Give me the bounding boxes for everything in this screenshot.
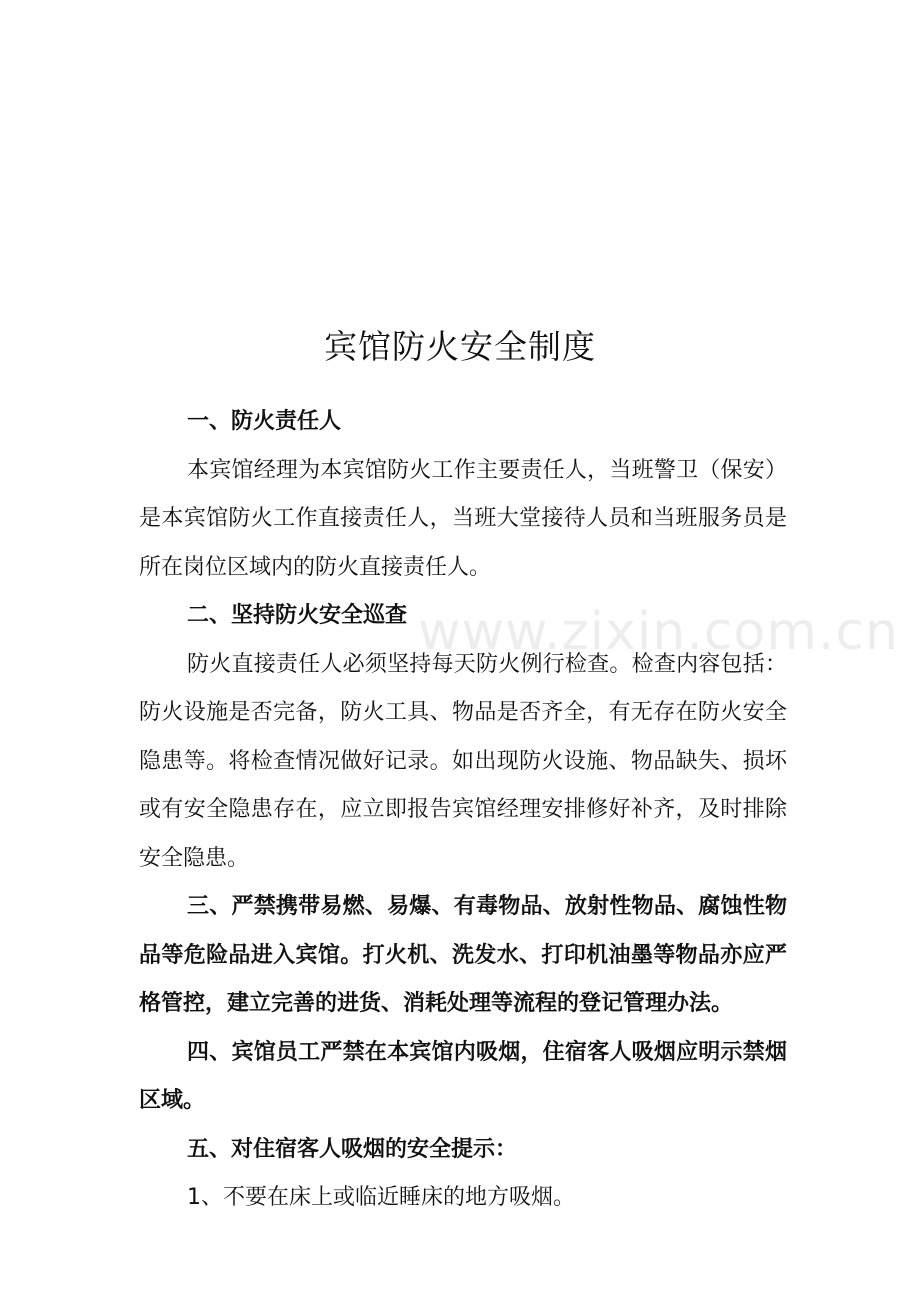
section-4-no-smoking: 四、宾馆员工严禁在本宾馆内吸烟，住宿客人吸烟应明示禁烟区域。 [139, 1039, 787, 1113]
watermark: www.zixin.com.cn [418, 602, 899, 662]
paragraph-responsibility: 本宾馆经理为本宾馆防火工作主要责任人，当班警卫（保安）是本宾馆防火工作直接责任人，当班大堂接待人员和当班服务员是所在岗位区域内的防火直接责任人。 [139, 457, 787, 580]
section-heading-2: 二、坚持防火安全巡查 [187, 603, 408, 628]
section-heading-1: 一、防火责任人 [187, 409, 342, 434]
document-title: 宾馆防火安全制度 [324, 327, 596, 367]
section-3-dangerous-goods: 三、严禁携带易燃、易爆、有毒物品、放射性物品、腐蚀性物品等危险品进入宾馆。打火机、洗发水、打印机油墨等物品亦应严格管控，建立完善的进货、消耗处理等流程的登记管理办法。 [139, 894, 787, 1016]
paragraph-inspection: 防火直接责任人必须坚持每天防火例行检查。检查内容包括：防火设施是否完备，防火工具、物品是否齐全，有无存在防火安全隐患等。将检查情况做好记录。如出现防火设施、物品缺失、损坏或有安全隐患存在，应立即报告宾馆经理安排修好补齐，及时排除安全隐患。 [139, 651, 787, 871]
document-body [139, 398, 787, 1223]
list-item-1: 1、不要在床上或临近睡床的地方吸烟。 [187, 1185, 575, 1210]
section-heading-5: 五、对住宿客人吸烟的安全提示： [187, 1136, 518, 1162]
